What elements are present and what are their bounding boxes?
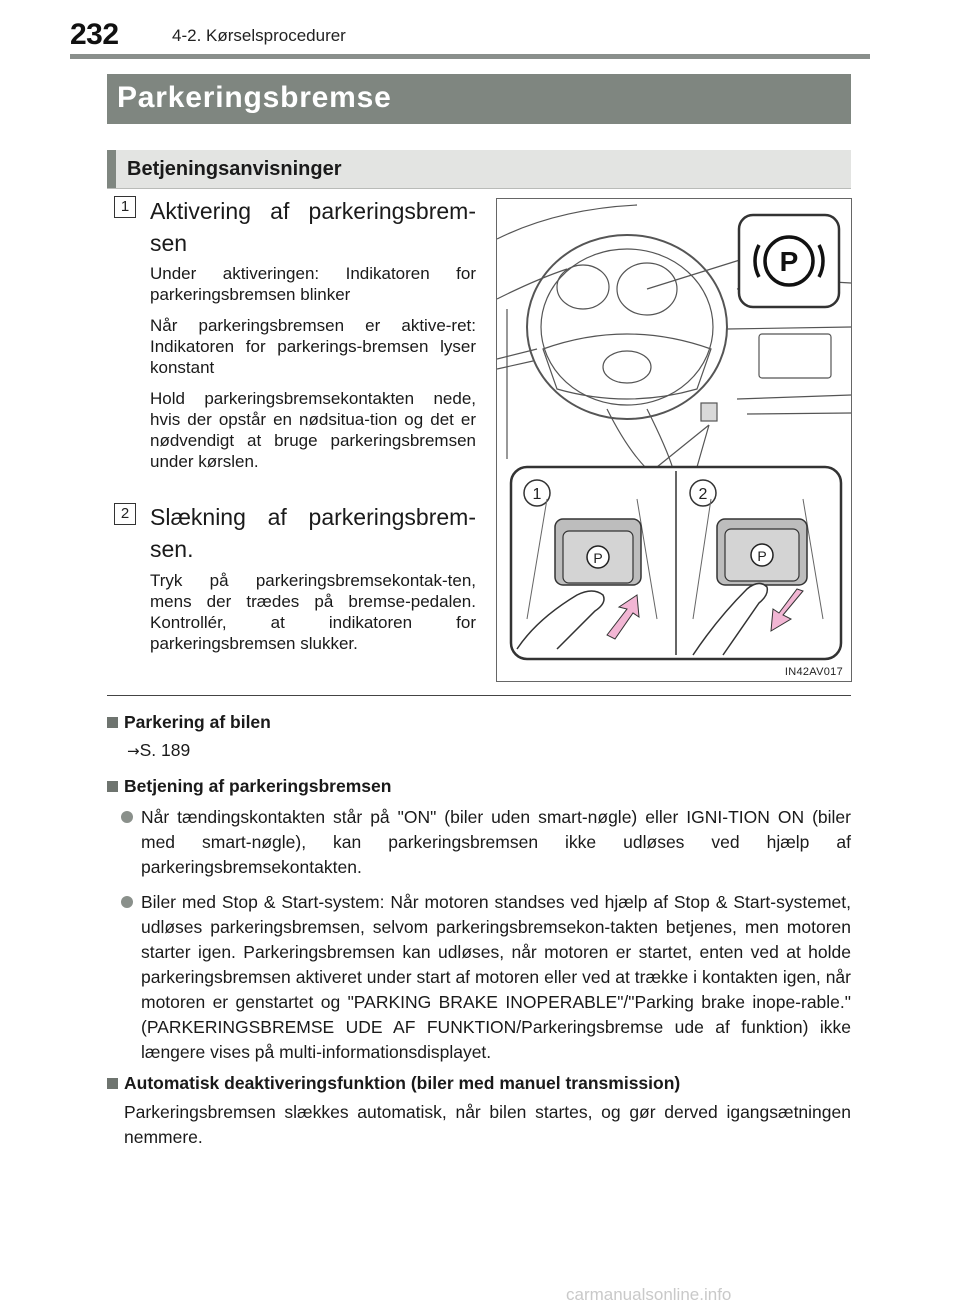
gauge-left [557, 265, 609, 309]
steering-wheel [527, 235, 727, 419]
steering-emblem [603, 351, 651, 383]
note-heading-text: Betjening af parkeringsbremsen [124, 776, 392, 796]
windshield-line [497, 205, 637, 239]
step-1-paragraph: Når parkeringsbremsen er aktive-ret: Indikatoren for parkerings-bremsen lyser konstant [150, 316, 476, 377]
step-2-paragraph: Tryk på parkeringsbremsekontak-ten, mens der trædes på bremse-pedalen. Kontrollér, at indikatoren for parkeringsbremsen slukker. [150, 571, 476, 653]
note-heading-text: Parkering af bilen [124, 712, 271, 732]
square-bullet-icon [107, 1078, 118, 1089]
running-header: 4-2. Kørselsprocedurer [172, 26, 346, 45]
page-number: 232 [70, 18, 119, 51]
figure-code: IN42AV017 [784, 666, 843, 678]
notes-section [107, 704, 851, 1150]
switch-callout-line [697, 425, 709, 467]
note-bullet [107, 805, 851, 880]
page-reference[interactable] [107, 738, 851, 764]
step-1-number: 1 [114, 196, 136, 218]
title-banner [107, 74, 851, 124]
step-1-paragraph: Hold parkeringsbremsekontakten nede, hvis der opstår en nødsitua-tion og det er nødvendigt at bruge parkeringsbremsen under kørslen. [150, 389, 476, 471]
center-display [759, 334, 831, 378]
step-2-heading: Slækning af parkeringsbrem-sen. [150, 504, 476, 562]
dash-line [727, 327, 851, 329]
panel-1-label: 1 [532, 486, 542, 503]
subsection-banner [107, 150, 851, 189]
dash-line [737, 395, 851, 399]
step-2-body [150, 570, 476, 664]
dash-line [497, 269, 567, 299]
step-2-number: 2 [114, 503, 136, 525]
switch-location-marker [701, 403, 717, 421]
parking-brake-illustration [496, 198, 852, 682]
note-auto-text: Parkeringsbremsen slækkes automatisk, når bilen startes, og gør derved igangsætningen nemmere. [124, 1102, 851, 1147]
square-bullet-icon [107, 717, 118, 728]
note-bullet [107, 890, 851, 1065]
subsection-title: Betjeningsanvisninger [127, 158, 342, 180]
dash-line [747, 413, 851, 414]
steering-column [647, 409, 673, 469]
note-heading-parking [107, 710, 851, 735]
note-heading-text: Automatisk deaktiveringsfunktion (biler med manuel transmission) [124, 1073, 681, 1093]
indicator-callout-line [647, 259, 743, 289]
step-1-body [150, 263, 476, 482]
note-bullet-text: Biler med Stop & Start-system: Når motoren standses ved hjælp af Stop & Start-systemet, udløses parkeringsbremsen, selvom parkeringsbremsekon-takten betjenes, men motoren starter igen. Parkeringsbremsen kan udløses, når motoren er startet, enten ved at holde parkeringsbremsen aktiveret under start af motoren eller ved at trække i kontakten igen, når motoren er genstartet og "PARKING BRAKE INOPERABLE"/"Parking brake inope-rable." (PARKERINGSBREMSE UDE AF FUNKTION/Parkeringsbremse ude af funktion) ikke længere vises på multi-informationsdisplayet. [141, 892, 851, 1062]
indicator-symbol: P [779, 246, 799, 277]
switch-p-symbol: P [593, 550, 603, 566]
section-divider [107, 695, 851, 696]
step-1-heading: Aktivering af parkeringsbrem-sen [150, 198, 476, 256]
page-reference-text: S. 189 [139, 740, 191, 760]
header-rule [70, 54, 870, 59]
switch-p-symbol: P [757, 548, 767, 564]
page-title: Parkeringsbremse [117, 81, 392, 114]
step-1-paragraph: Under aktiveringen: Indikatoren for parkeringsbremsen blinker [150, 264, 476, 304]
square-bullet-icon [107, 781, 118, 792]
note-heading-auto [107, 1071, 851, 1096]
note-bullet-text: Når tændingskontakten står på "ON" (biler uden smart-nøgle) eller IGNI-TION ON (biler med smart-nøgle), kan parkeringsbremsen ikke udløses ved hjælp af parkeringsbremsekontakten. [141, 807, 851, 877]
dashboard-drawing [497, 199, 851, 681]
watermark: carmanualsonline.info [566, 1285, 732, 1304]
circle-bullet-icon [121, 811, 133, 823]
vent-line [497, 361, 533, 369]
steering-wheel-inner [541, 249, 713, 405]
note-heading-operation [107, 774, 851, 799]
steering-hub [543, 334, 711, 399]
arrow-right-icon: → [127, 742, 140, 760]
panel-2-label: 2 [698, 486, 708, 503]
circle-bullet-icon [121, 896, 133, 908]
subsection-accent-bar [107, 150, 116, 188]
